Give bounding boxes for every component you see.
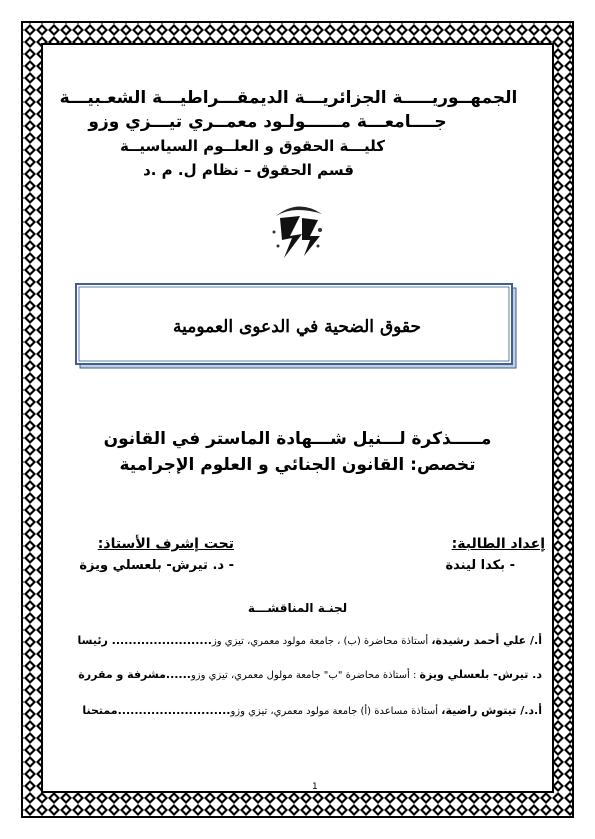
member-details: : أستاذة محاضرة "ب" جامعة مولول معمري، تيزي وزو [190, 670, 420, 681]
faculty-name: كليـــة الحقوق و العلــوم السياسيــة [120, 137, 385, 155]
member-name: أ./ علي أحمد رشيدة، [431, 634, 542, 647]
member-role: ........................ رئيسا [77, 634, 212, 647]
page-content [44, 46, 551, 790]
student-section [345, 536, 545, 573]
student-name: - بكدا ليندة [445, 558, 515, 573]
supervisor-label: تحت إشرف الأستاذ: [97, 536, 234, 552]
university-name: جــــامعـــة مــــــولـود معمــري تيـــزي وزو [88, 112, 447, 132]
supervisor-section [44, 536, 234, 573]
committee-member [62, 634, 542, 647]
university-emblem-icon [270, 196, 326, 260]
institution-header [44, 86, 551, 182]
committee-member [62, 668, 542, 681]
member-details: أستاذة محاضرة (ب) ، جامعة مولود معمري، تيزي وز [211, 636, 432, 647]
thesis-title: حقوق الضحية في الدعوى العمومية [172, 317, 422, 337]
department-name: قسم الحقوق – نظام ل. م .د [143, 161, 354, 179]
specialization-line: تخصص: القانون الجنائي و العلوم الإجرامية [119, 455, 476, 475]
committee-member [62, 704, 542, 717]
country-name: الجمهــوريـــــة الجزائريـــة الديمقـــراطيـــة الشعـبيـــة [59, 88, 518, 108]
committee-title: لجنـة المناقشـــة [247, 601, 348, 615]
degree-line: مـــــذكرة لـــنيل شـــهادة الماستر في القانون [103, 429, 492, 449]
member-role: ......مشرفة و مقررة [78, 668, 191, 681]
member-details: أستاذة مساعدة (أ) جامعة مولود معمري، تيزي وزو [230, 706, 442, 717]
member-name: أ.د./ تيتوش راضية، [441, 704, 542, 717]
supervisor-name: - د. تيرش- بلعسلي ويزة [79, 558, 234, 573]
student-label: إعداد الطالبة: [451, 536, 545, 552]
page-number: 1 [312, 782, 318, 792]
member-name: د. تيرش- بلعسلي ويزة [419, 668, 542, 681]
member-role: ...........................ممتحنا [82, 704, 231, 717]
